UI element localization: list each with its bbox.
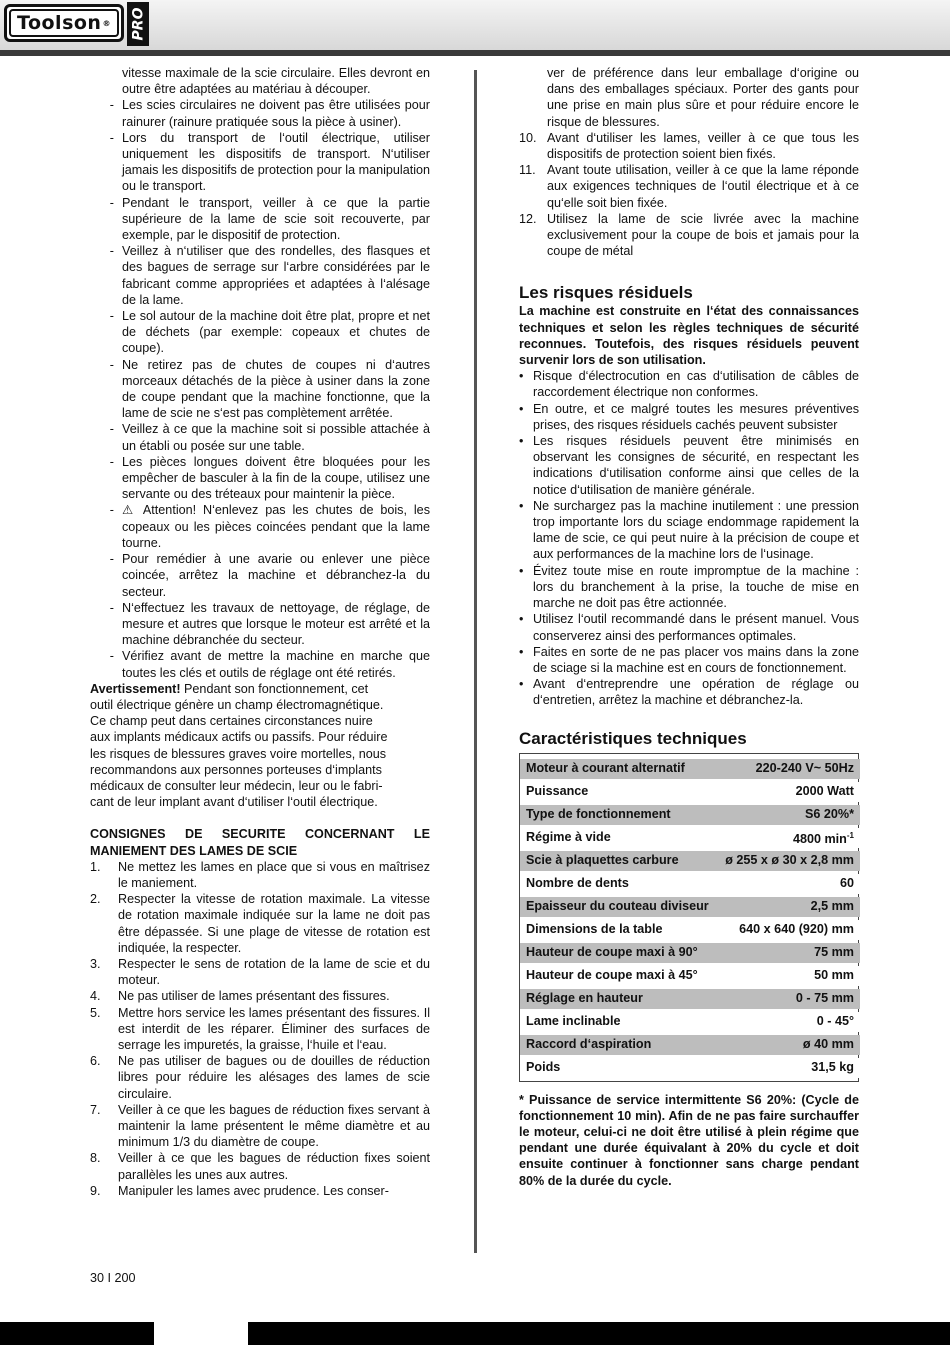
list-item-text: Lors du transport de l‘outil électrique, utiliser uniquement les dispositifs de transport. N‘utiliser jamais les dispositifs de protection pour la manipulation ou le transport. bbox=[122, 130, 431, 194]
list-item-text: vitesse maximale de la scie circulaire. Elles devront en outre être adaptées au matériau à découper. bbox=[122, 66, 430, 97]
risk-item bbox=[519, 368, 859, 400]
item-number: 1. bbox=[90, 859, 101, 874]
spec-value-sup: -1 bbox=[846, 830, 854, 840]
spec-value: S6 20%* bbox=[717, 805, 860, 825]
spec-label: Régime à vide bbox=[520, 828, 717, 848]
spec-row bbox=[520, 966, 860, 986]
bullet-icon: • bbox=[519, 644, 524, 659]
list-item bbox=[90, 421, 430, 453]
list-dash bbox=[90, 65, 122, 97]
header-rule bbox=[0, 50, 950, 56]
list-item bbox=[90, 502, 430, 551]
blade-rules-list-continued bbox=[519, 130, 859, 260]
list-item bbox=[90, 65, 430, 97]
warning-paragraph bbox=[90, 681, 430, 811]
list-dash: - bbox=[109, 195, 114, 210]
spec-label: Epaisseur du couteau diviseur bbox=[520, 897, 717, 917]
brand-name: Toolson bbox=[17, 12, 102, 34]
risk-item bbox=[519, 644, 859, 676]
risks-intro: La machine est construite en l‘état des connaissances techniques et selon les règles techniques de sécurité reconnues. Toutefois, des risques résiduels peuvent survenir lors de son utilisation. bbox=[519, 304, 859, 368]
bullet-icon: • bbox=[519, 677, 524, 692]
column-divider bbox=[474, 70, 477, 1253]
list-dash: - bbox=[109, 422, 114, 437]
list-item-text: Le sol autour de la machine doit être plat, propre et net de déchets (par exemple: copeaux et chutes de coupe). bbox=[122, 309, 430, 356]
risks-title: Les risques résiduels bbox=[519, 283, 693, 303]
list-item bbox=[90, 600, 430, 649]
list-item-text: Les scies circulaires ne doivent pas être utilisées pour rainurer (rainure pratiquée sous la pièce à usiner). bbox=[122, 98, 430, 129]
page-number: 30 I 200 bbox=[90, 1271, 136, 1285]
spec-row bbox=[520, 897, 860, 917]
spec-value: 0 - 75 mm bbox=[717, 989, 860, 1009]
risk-item-text: En outre, et ce malgré toutes les mesures préventives prises, des risques résiduels cachés peuvent subsister bbox=[533, 401, 859, 432]
toolson-logo bbox=[4, 4, 124, 42]
risk-item-text: Ne surchargez pas la machine inutilement : une pression trop importante lors du sciage endommage rapidement la lame de scie, ce qui peut nuire à la précision de coupe et aux performances de la machine lors de l‘usinage. bbox=[533, 498, 859, 562]
pro-badge bbox=[127, 2, 149, 46]
list-item-text: ⚠ Attention! N‘enlevez pas les chutes de bois, les copeaux ou les pièces coincées pendant que la lame tourne. bbox=[122, 503, 430, 550]
numbered-item-text: Veiller à ce que les bagues de réduction fixes servant à maintenir la lame présentent le même diamètre et au minimum 1/3 du diamètre de coupe. bbox=[118, 1102, 430, 1150]
spec-label: Scie à plaquettes carbure bbox=[520, 851, 717, 871]
numbered-item bbox=[90, 1053, 430, 1102]
footer-notch bbox=[154, 1322, 248, 1345]
spec-value: 2000 Watt bbox=[717, 782, 860, 802]
spec-label: Raccord d‘aspiration bbox=[520, 1035, 717, 1055]
numbered-item-text: Utilisez la lame de scie livrée avec la machine exclusivement pour la coupe de bois et jamais pour la coupe de métal bbox=[547, 211, 859, 259]
spec-value: 2,5 mm bbox=[717, 897, 860, 917]
list-dash: - bbox=[109, 649, 114, 664]
list-item-text: Veillez à ce que la machine soit si possible attachée à un établi ou posée sur une table. bbox=[122, 422, 430, 453]
numbered-item bbox=[90, 988, 430, 1004]
specs-footnote: * Puissance de service intermittente S6 20%: (Cycle de fonctionnement 10 min). Afin de ne pas faire surchauffer le moteur, celui-ci ne doit être utilisé à plein régime que pendant une durée équivalant à 20% du cycle et doit ensuite continuer à fonctionner sans charge pendant 80% de la durée du cycle. bbox=[519, 1092, 859, 1188]
spec-value: 220-240 V~ 50Hz bbox=[717, 759, 860, 779]
risks-list bbox=[519, 368, 859, 708]
numbered-item-text: Avant toute utilisation, veiller à ce que la lame réponde aux exigences techniques de l‘outil électrique et à ce qu‘elle soit bien fixée. bbox=[547, 163, 859, 210]
spec-value: 60 bbox=[717, 874, 860, 894]
list-dash: - bbox=[109, 130, 114, 145]
bullet-icon: • bbox=[519, 563, 524, 578]
warning-line: outil électrique génère un champ électromagnétique. bbox=[90, 697, 384, 712]
numbered-item bbox=[519, 130, 859, 162]
numbered-item bbox=[519, 162, 859, 211]
continuation-text: ver de préférence dans leur emballage d‘origine ou dans des emballages spéciaux. Porter des gants pour une prise en main plus sûre et pour réduire encore le risque de blessures. bbox=[547, 66, 859, 129]
list-item bbox=[90, 130, 430, 195]
warning-label: Avertissement! bbox=[90, 681, 181, 696]
item-number: 11. bbox=[519, 163, 536, 178]
warning-body bbox=[90, 682, 388, 809]
specs-title: Caractéristiques techniques bbox=[519, 728, 747, 748]
spec-row bbox=[520, 874, 860, 894]
risk-item bbox=[519, 498, 859, 563]
item-number: 10. bbox=[519, 130, 537, 145]
list-dash: - bbox=[109, 309, 114, 324]
numbered-item bbox=[519, 211, 859, 260]
item-number: 4. bbox=[90, 989, 101, 1004]
risk-item-text: Utilisez l‘outil recommandé dans le présent manuel. Vous conserverez ainsi des performances optimales. bbox=[533, 612, 859, 643]
warning-line: aux implants médicaux actifs ou passifs. Pour réduire bbox=[90, 730, 388, 745]
spec-label: Type de fonctionnement bbox=[520, 805, 717, 825]
list-item bbox=[90, 97, 430, 129]
list-dash: - bbox=[109, 357, 114, 372]
list-item bbox=[90, 648, 430, 680]
section-heading: CONSIGNES DE SECURITE CONCERNANT LE MANIEMENT DES LAMES DE SCIE bbox=[90, 827, 430, 858]
warning-line: Ce champ peut dans certaines circonstances nuire bbox=[90, 714, 373, 729]
blade-rules-list bbox=[90, 859, 430, 1199]
spec-row bbox=[520, 759, 860, 779]
risk-item bbox=[519, 563, 859, 612]
spec-label: Moteur à courant alternatif bbox=[520, 759, 717, 779]
list-dash: - bbox=[109, 503, 114, 518]
spec-label: Réglage en hauteur bbox=[520, 989, 717, 1009]
list-item bbox=[90, 308, 430, 357]
risk-item-text: Avant d‘entreprendre une opération de réglage ou d‘entretien, arrêtez la machine et débranchez-la. bbox=[533, 677, 859, 708]
left-column bbox=[90, 65, 430, 1199]
item-number: 7. bbox=[90, 1102, 101, 1117]
risk-item-text: Les risques résiduels peuvent être minimisés en observant les consignes de sécurité, en respectant les indications d‘utilisation conforme ainsi que celles de la notice d‘utilisation de manière générale. bbox=[533, 434, 859, 497]
risk-item bbox=[519, 401, 859, 433]
spec-value: ø 40 mm bbox=[717, 1035, 860, 1055]
risk-item-text: Risque d‘électrocution en cas d‘utilisation de câbles de raccordement électrique non conformes. bbox=[533, 369, 859, 400]
spec-value: ø 255 x ø 30 x 2,8 mm bbox=[717, 851, 860, 871]
spec-label: Lame inclinable bbox=[520, 1012, 717, 1032]
risk-item bbox=[519, 676, 859, 708]
spec-row bbox=[520, 828, 860, 848]
spec-value: 75 mm bbox=[717, 943, 860, 963]
list-dash: - bbox=[109, 244, 114, 259]
list-item-text: Pendant le transport, veiller à ce que la partie supérieure de la lame de scie soit recouverte, par exemple, par le dispositif de protection. bbox=[122, 195, 430, 243]
spec-row bbox=[520, 782, 860, 802]
numbered-item bbox=[90, 1005, 430, 1054]
item-number: 5. bbox=[90, 1005, 101, 1020]
numbered-item bbox=[90, 1102, 430, 1151]
list-item-text: Ne retirez pas de chutes de coupes ni d‘autres morceaux détachés de la pièce à usiner dans la zone de coupe pendant que la machine fonctionne, que la lame de scie ne s‘est pas complètement arrêtée. bbox=[122, 357, 430, 421]
numbered-item-text: Respecter la vitesse de rotation maximale. La vitesse de rotation maximale indiquée sur la lame ne doit pas être dépassée. Si une plage de vitesse de rotation est indiquée, la respecter. bbox=[118, 892, 430, 955]
warning-line: médicaux de consulter leur médecin, leur ou le fabri- bbox=[90, 778, 383, 793]
list-item bbox=[90, 195, 430, 244]
item-number: 6. bbox=[90, 1054, 101, 1069]
bullet-icon: • bbox=[519, 434, 524, 449]
spec-label: Poids bbox=[520, 1058, 717, 1078]
item-number: 8. bbox=[90, 1151, 101, 1166]
list-dash: - bbox=[109, 454, 114, 469]
bullet-icon: • bbox=[519, 401, 524, 416]
numbered-item-text: Mettre hors service les lames présentant des fissures. Il est interdit de les réparer. Éliminer des surfaces de serrage les impuretés, la graisse, l‘huile et l‘eau. bbox=[118, 1005, 430, 1052]
item-number: 12. bbox=[519, 211, 537, 226]
list-item bbox=[90, 243, 430, 308]
list-item-text: Veillez à n‘utiliser que des rondelles, des flasques et des bagues de serrage sur l‘arbre considérées par le fabricant comme appropriées et adaptées à l‘alésage de la lame. bbox=[122, 244, 430, 307]
spec-row bbox=[520, 920, 860, 940]
spec-label: Puissance bbox=[520, 782, 717, 802]
spec-label: Hauteur de coupe maxi à 90° bbox=[520, 943, 717, 963]
spec-label: Hauteur de coupe maxi à 45° bbox=[520, 966, 717, 986]
specs-table-frame bbox=[519, 753, 859, 1082]
list-dash: - bbox=[109, 98, 114, 113]
list-item-text: Pour remédier à une avarie ou enlever une pièce coincée, arrêtez la machine et débranchez-la du secteur. bbox=[122, 552, 430, 599]
list-dash: - bbox=[109, 600, 114, 615]
numbered-item bbox=[90, 1150, 430, 1182]
item-number: 3. bbox=[90, 956, 101, 971]
warning-line: cant de leur implant avant d‘utiliser l‘outil électrique. bbox=[90, 795, 378, 810]
spec-value: 31,5 kg bbox=[717, 1058, 860, 1078]
footer-bar bbox=[0, 1322, 950, 1345]
spec-row bbox=[520, 851, 860, 871]
numbered-item-text: Respecter le sens de rotation de la lame de scie et du moteur. bbox=[118, 956, 430, 988]
list-item-text: N‘effectuez les travaux de nettoyage, de réglage, de mesure et autres que lorsque le moteur est arrêté et la machine débranchée du secteur. bbox=[122, 600, 430, 648]
list-item-text: Vérifiez avant de mettre la machine en marche que toutes les clés et outils de réglage ont été retirés. bbox=[122, 649, 430, 680]
spec-row bbox=[520, 805, 860, 825]
numbered-item bbox=[90, 956, 430, 988]
pro-badge-label: PRO bbox=[130, 7, 147, 41]
item-number: 2. bbox=[90, 892, 101, 907]
numbered-item-text: Ne pas utiliser de bagues ou de douilles de réduction libres pour réduire les alésages des lames de scie circulaire. bbox=[118, 1054, 430, 1101]
numbered-item-text: Ne mettez les lames en place que si vous en maîtrisez le maniement. bbox=[118, 859, 430, 890]
warning-line: Pendant son fonctionnement, cet bbox=[180, 681, 369, 696]
numbered-item-text: Avant d‘utiliser les lames, veiller à ce que tous les dispositifs de protection soient bien fixés. bbox=[547, 130, 859, 162]
list-dash: - bbox=[109, 552, 114, 567]
spec-value: 4800 $\min^{-1}$ bbox=[717, 828, 860, 848]
risk-item bbox=[519, 433, 859, 498]
spec-value: 0 - 45° bbox=[717, 1012, 860, 1032]
spec-row bbox=[520, 1035, 860, 1055]
list-item bbox=[90, 357, 430, 422]
spec-value: 640 x 640 (920) mm bbox=[717, 920, 860, 940]
right-column bbox=[519, 65, 859, 1189]
spec-value: 50 mm bbox=[717, 966, 860, 986]
spec-row bbox=[520, 1012, 860, 1032]
numbered-item bbox=[90, 859, 430, 891]
spec-row bbox=[520, 989, 860, 1009]
list-item-text: Les pièces longues doivent être bloquées pour les empêcher de basculer à la fin de la coupe, utilisez une servante ou des tréteaux pour maintenir la pièce. bbox=[122, 454, 430, 502]
risk-item-text: Évitez toute mise en route impromptue de la machine : lors du branchement à la prise, la touche de mise en marche ne doit pas être actionnée. bbox=[533, 563, 859, 611]
specs-table bbox=[520, 756, 860, 1081]
bullet-icon: • bbox=[519, 498, 524, 513]
list-item bbox=[90, 454, 430, 503]
item-number: 9. bbox=[90, 1183, 101, 1198]
numbered-item-text: Veiller à ce que les bagues de réduction fixes soient parallèles les unes aux autres. bbox=[118, 1151, 430, 1182]
spec-label: Nombre de dents bbox=[520, 874, 717, 894]
bullet-icon: • bbox=[519, 612, 524, 627]
registered-mark: ® bbox=[102, 18, 111, 28]
spec-label: Dimensions de la table bbox=[520, 920, 717, 940]
numbered-item-text: Manipuler les lames avec prudence. Les conser- bbox=[118, 1183, 389, 1198]
warning-line: recommandons aux personnes porteuses d‘implants bbox=[90, 762, 382, 777]
numbered-item bbox=[90, 891, 430, 956]
risk-item bbox=[519, 611, 859, 643]
spec-row bbox=[520, 943, 860, 963]
spec-row bbox=[520, 1058, 860, 1078]
bullet-icon: • bbox=[519, 369, 524, 384]
risk-item-text: Faites en sorte de ne pas placer vos mains dans la zone de sciage si la machine est en cours de fonctionnement. bbox=[533, 644, 859, 675]
numbered-item bbox=[90, 1183, 430, 1199]
warning-line: les risques de blessures graves voire mortelles, nous bbox=[90, 746, 387, 761]
safety-dash-list bbox=[90, 65, 430, 681]
list-item bbox=[90, 551, 430, 600]
numbered-item-text: Ne pas utiliser de lames présentant des fissures. bbox=[118, 989, 390, 1004]
